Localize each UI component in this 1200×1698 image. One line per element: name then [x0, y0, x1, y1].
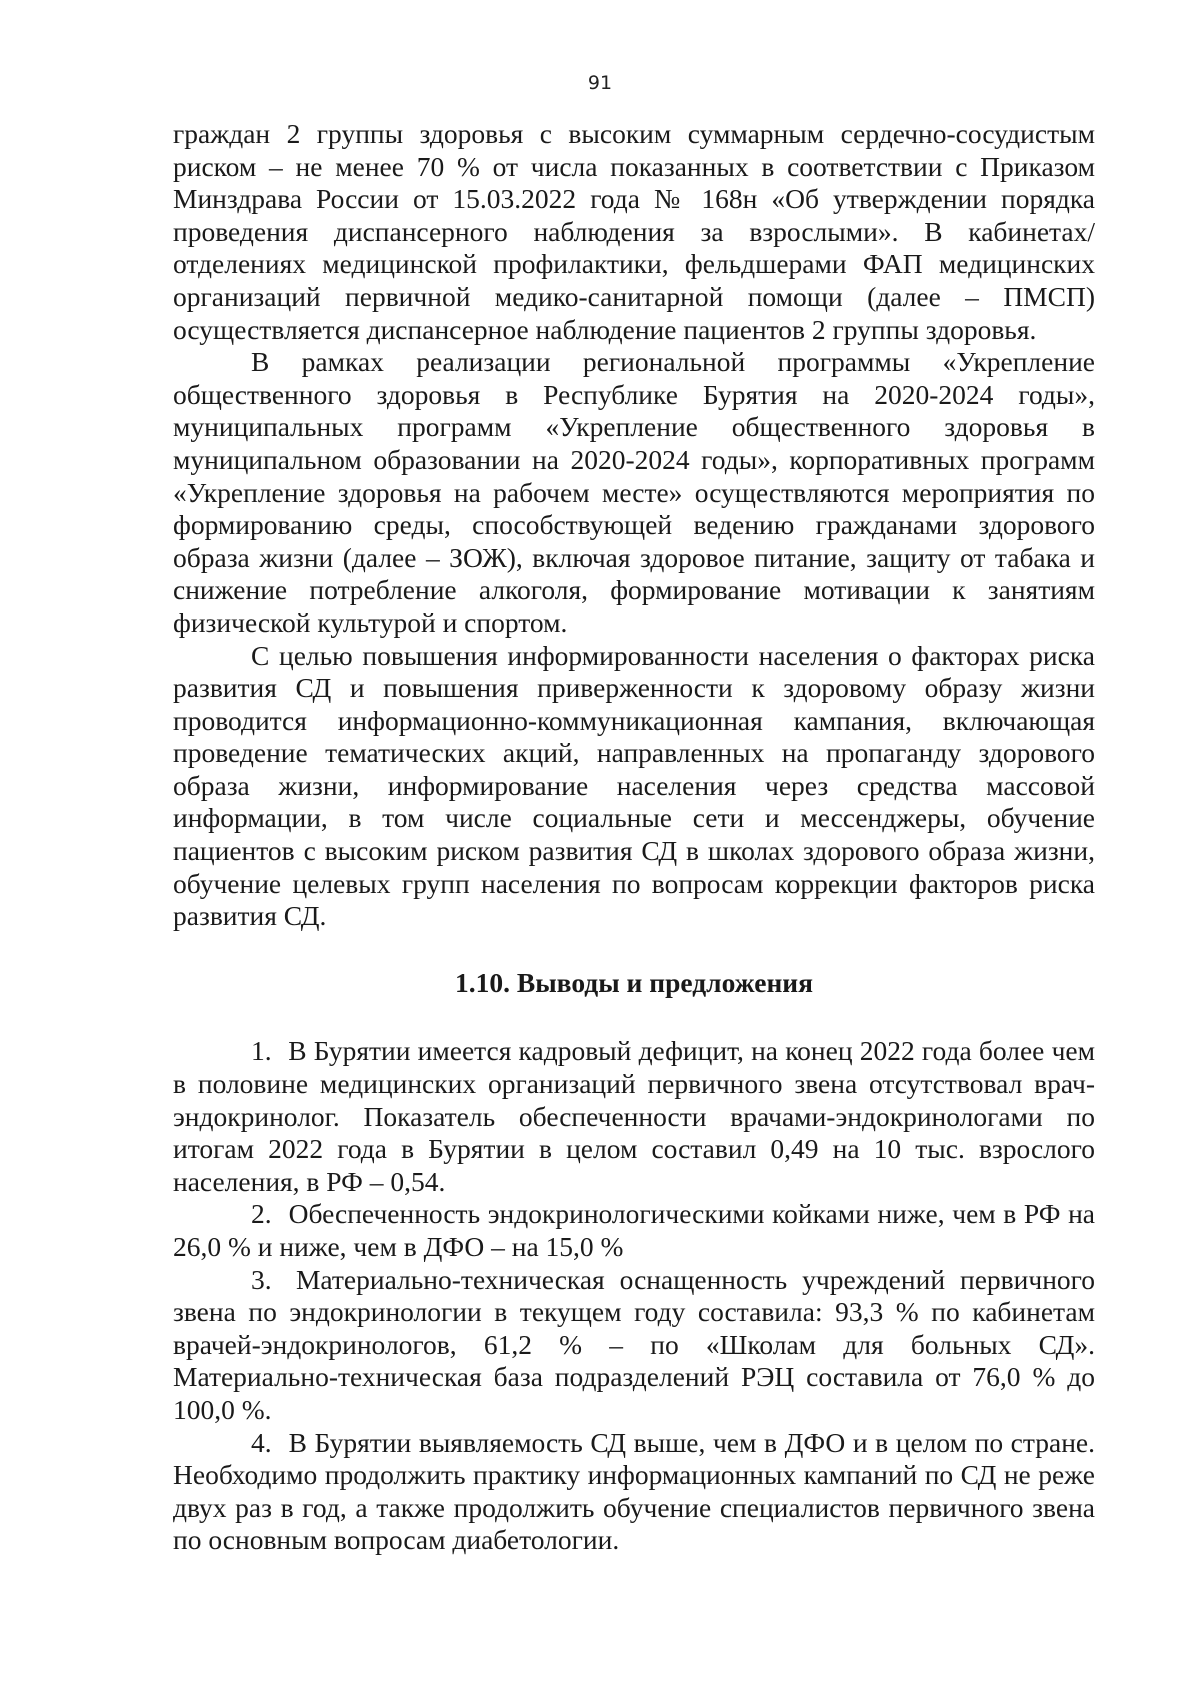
conclusion-item: [173, 1198, 1095, 1263]
paragraph-regional-program: В рамках реализации региональной программы «Укрепление общественного здоровья в Республике Бурятия на 2020-2024 годы», муниципальных программ «Укрепление общественного здоровья в муниципальном образовании на 2020-2024 годы», корпоративных программ «Укрепление здоровья на рабочем месте» осуществляются мероприятия по формированию среды, способствующей ведению гражданами здорового образа жизни (далее – ЗОЖ), включая здоровое питание, защиту от табака и снижение потребление алкоголя, формирование мотивации к занятиям физической культурой и спортом.: [173, 346, 1095, 638]
conclusion-text: В Бурятии выявляемость СД выше, чем в ДФО и в целом по стране. Необходимо продолжить практику информационных кампаний по СД не реже двух раз в год, а также продолжить обучение специалистов первичного звена по основным вопросам диабетологии.: [173, 1426, 1095, 1556]
conclusion-item: [173, 1427, 1095, 1557]
page-number: 91: [587, 72, 613, 94]
conclusion-text: Материально-техническая оснащенность учреждений первичного звена по эндокринологии в текущем году составила: 93,3 % по кабинетам врачей-эндокринологов, 61,2 % – по «Школам для больных СД». Материально-техническая база подразделений РЭЦ составила от 76,0 % до 100,0 %.: [173, 1263, 1095, 1425]
section-title: 1.10. Выводы и предложения: [454, 966, 814, 998]
conclusion-text: В Бурятии имеется кадровый дефицит, на конец 2022 года более чем в половине медицинских организаций первичного звена отсутствовал врач-эндокринолог. Показатель обеспеченности врачами-эндокринологами по итогам 2022 года в Бурятии в целом составил 0,49 на 10 тыс. взрослого населения, в РФ – 0,54.: [173, 1035, 1096, 1197]
document-body: [173, 118, 1095, 1557]
paragraph-information-campaign: С целью повышения информированности населения о факторах риска развития СД и повышения приверженности к здоровому образу жизни проводится информационно-коммуникационная кампания, включающая проведение тематических акций, направленных на пропаганду здорового образа жизни, информирование населения через средства массовой информации, в том числе социальные сети и мессенджеры, обучение пациентов с высоким риском развития СД в школах здорового образа жизни, обучение целевых групп населения по вопросам коррекции факторов риска развития СД.: [173, 639, 1095, 932]
conclusion-text: Обеспеченность эндокринологическими койками ниже, чем в РФ на 26,0 % и ниже, чем в ДФО – на 15,0 %: [173, 1198, 1095, 1262]
conclusion-number: 4.: [251, 1426, 272, 1458]
conclusion-number: 3.: [251, 1263, 272, 1295]
paragraph-continued: граждан 2 группы здоровья с высоким суммарным сердечно-сосудистым риском – не менее 70 % от числа показанных в соответствии с Приказом Минздрава России от 15.03.2022 года № 168н «Об утверждении порядка проведения диспансерного наблюдения за взрослыми». В кабинетах/отделениях медицинской профилактики, фельдшерами ФАП медицинских организаций первичной медико-санитарной помощи (далее – ПМСП) осуществляется диспансерное наблюдение пациентов 2 группы здоровья.: [173, 118, 1095, 345]
conclusion-number: 2.: [251, 1198, 272, 1230]
conclusion-item: [173, 1264, 1095, 1427]
conclusion-number: 1.: [251, 1035, 272, 1067]
conclusion-item: [173, 1035, 1095, 1198]
